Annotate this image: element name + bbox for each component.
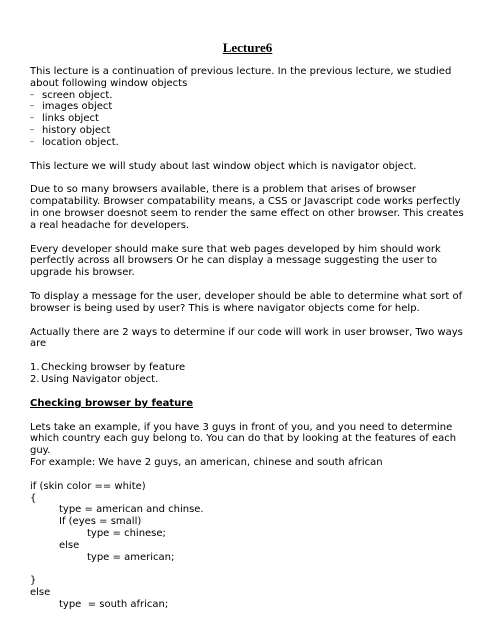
paragraph-ways: Actually there are 2 ways to determine if our code will work in user browser, Two ways are bbox=[30, 326, 463, 350]
code-line: if (skin color == white) bbox=[30, 480, 146, 492]
paragraph-navigator: This lecture we will study about last window object which is navigator object. bbox=[30, 160, 417, 172]
code-line: } bbox=[30, 575, 37, 587]
code-line: else bbox=[59, 539, 80, 551]
list-item bbox=[30, 362, 470, 374]
section-heading: Checking browser by feature bbox=[30, 397, 194, 409]
paragraph-compatibility: Due to so many browsers available, there is a problem that arises of browser compatability. Browser compatability means, a CSS or Javascript code works perfectly in one browser doesnot seem to render the same effect on other browser. This creates a real headache for developers. bbox=[30, 184, 464, 231]
list-item: – history object bbox=[30, 125, 470, 137]
code-block bbox=[30, 481, 470, 611]
paragraph-for-example: For example: We have 2 guys, an american, chinese and south african bbox=[30, 456, 383, 468]
paragraph-message: To display a message for the user, developer should be able to determine what sort of browser is being used by user? This is where navigator objects come for help. bbox=[30, 290, 463, 314]
list-item bbox=[30, 374, 470, 386]
list-item: – location object. bbox=[30, 137, 470, 149]
code-line bbox=[30, 563, 470, 575]
document-body bbox=[30, 66, 470, 610]
code-line: If (eyes = small) bbox=[59, 516, 142, 528]
ways-list bbox=[30, 362, 470, 386]
list-text: Checking browser by feature bbox=[41, 362, 186, 374]
code-line: { bbox=[30, 492, 37, 504]
intro-paragraph: This lecture is a continuation of previous lecture. In the previous lecture, we studied about following window objects bbox=[30, 66, 452, 89]
paragraph-developer: Every developer should make sure that web pages developed by him should work perfectly across all browsers Or he can display a message suggesting the user to upgrade his browser. bbox=[30, 243, 441, 279]
paragraph-example: Lets take an example, if you have 3 guys in front of you, and you need to determine which country each guy belong to. You can do that by looking at the features of each guy. bbox=[30, 421, 457, 457]
list-item: – links object bbox=[30, 113, 470, 125]
code-line: type = chinese; bbox=[87, 527, 166, 539]
list-item: – images object bbox=[30, 101, 470, 113]
code-line: else bbox=[30, 586, 51, 598]
list-text: Using Navigator object. bbox=[41, 373, 159, 385]
window-objects-list bbox=[30, 90, 470, 149]
code-line: type = american and chinse. bbox=[59, 504, 204, 516]
code-line: type = south african; bbox=[59, 598, 169, 610]
page-title: Lecture6 bbox=[222, 40, 273, 55]
list-number: 2. bbox=[30, 373, 40, 385]
list-number: 1. bbox=[30, 362, 40, 374]
code-line: type = american; bbox=[87, 551, 175, 563]
list-item: – screen object. bbox=[30, 90, 470, 102]
